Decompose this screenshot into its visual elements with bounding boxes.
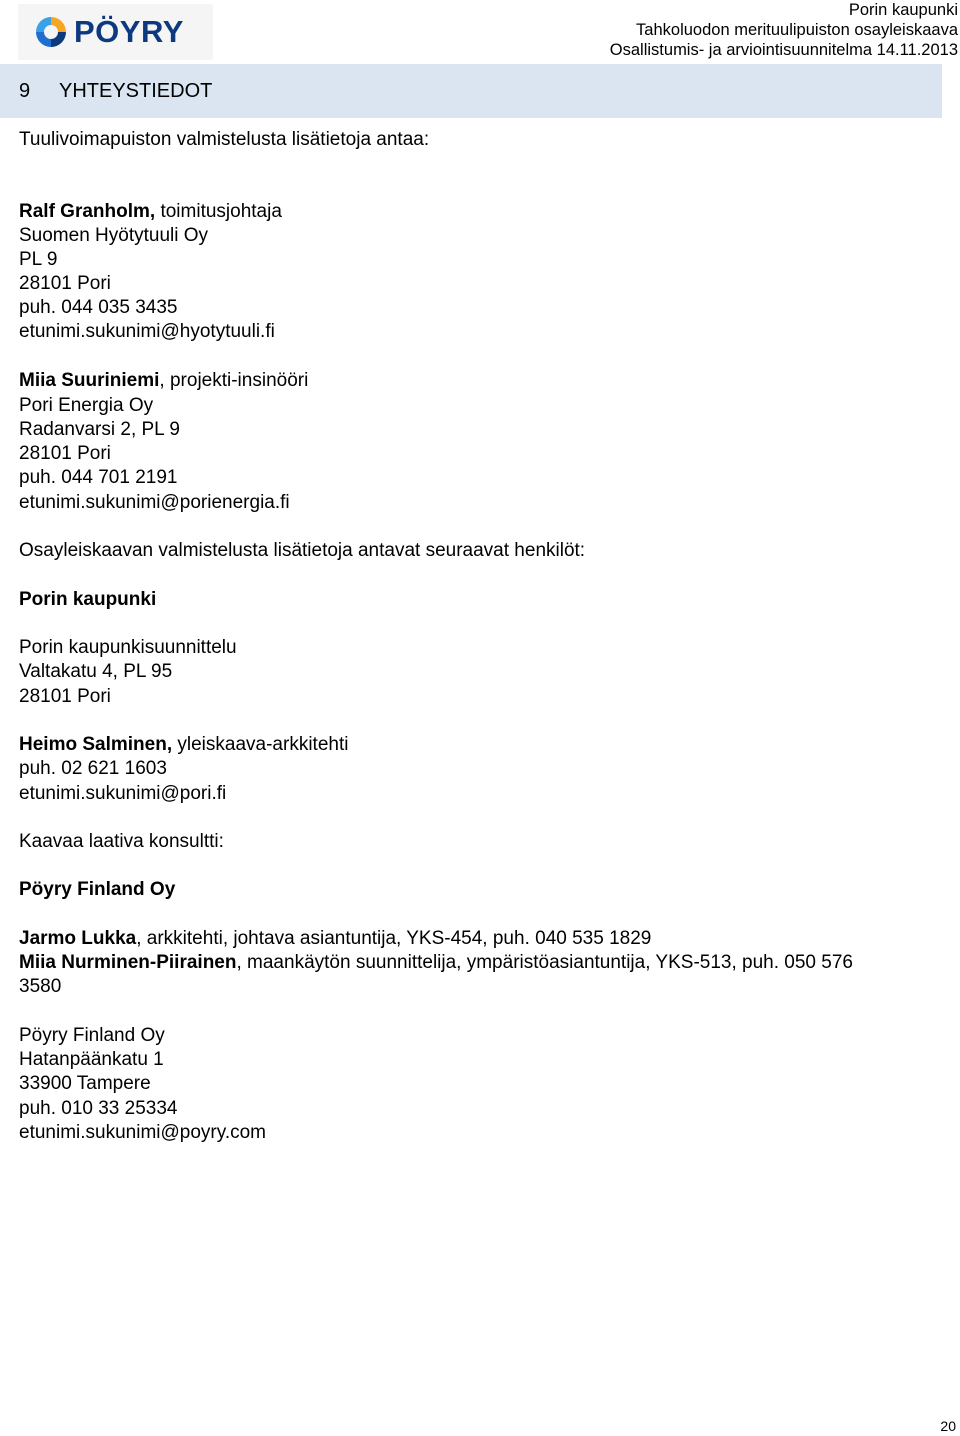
consultant-line: [19, 927, 651, 951]
contact-line: 28101 Pori: [19, 273, 111, 294]
org-line: 28101 Pori: [19, 686, 111, 707]
intro-text: Kaavaa laativa konsultti:: [19, 831, 224, 852]
consultant-details: , arkkitehti, johtava asiantuntija, YKS-454, puh. 040 535 1829: [136, 928, 652, 949]
contact-line: Pori Energia Oy: [19, 395, 154, 416]
contact-email: etunimi.sukunimi@hyotytuuli.fi: [19, 321, 275, 342]
contact-role: yleiskaava-arkkitehti: [172, 734, 349, 755]
consultant-name: Miia Nurminen-Piirainen: [19, 952, 237, 973]
consultant-line: [19, 951, 853, 975]
header-city: Porin kaupunki: [848, 1, 958, 19]
section-heading: [19, 80, 212, 103]
section-title: YHTEYSTIEDOT: [59, 80, 213, 102]
org-name: Pöyry Finland Oy: [19, 879, 176, 900]
contact-name-line: [19, 200, 282, 224]
consultant-name: Jarmo Lukka: [19, 928, 137, 949]
contact-phone: puh. 044 701 2191: [19, 467, 178, 488]
org-line: Hatanpäänkatu 1: [19, 1049, 164, 1070]
contact-role: , projekti-insinööri: [159, 370, 309, 391]
contact-email: etunimi.sukunimi@pori.fi: [19, 783, 227, 804]
contact-name-line: [19, 733, 348, 757]
contact-line: Radanvarsi 2, PL 9: [19, 419, 180, 440]
contact-name-line: [19, 369, 308, 393]
contact-name: Miia Suuriniemi: [19, 370, 160, 391]
poyry-logo-icon: [34, 15, 68, 49]
consultant-line-cont: 3580: [19, 976, 62, 997]
contact-email: etunimi.sukunimi@porienergia.fi: [19, 492, 290, 513]
contact-line: PL 9: [19, 249, 58, 270]
contact-name: Heimo Salminen,: [19, 734, 173, 755]
contact-line: 28101 Pori: [19, 443, 111, 464]
contact-name: Ralf Granholm,: [19, 201, 156, 222]
intro-text: Tuulivoimapuiston valmistelusta lisätietoja antaa:: [19, 129, 430, 150]
org-line: 33900 Tampere: [19, 1073, 151, 1094]
contact-line: Suomen Hyötytuuli Oy: [19, 225, 209, 246]
org-name: Porin kaupunki: [19, 589, 157, 610]
poyry-logo: [34, 14, 184, 50]
contact-phone: puh. 010 33 25334: [19, 1098, 178, 1119]
contact-email: etunimi.sukunimi@poyry.com: [19, 1122, 267, 1143]
logo-text: PÖYRY: [74, 14, 184, 49]
contact-phone: puh. 02 621 1603: [19, 758, 167, 779]
header-doc: Osallistumis- ja arviointisuunnitelma 14.11.2013: [609, 41, 958, 59]
consultant-details: , maankäytön suunnittelija, ympäristöasiantuntija, YKS-513, puh. 050 576: [236, 952, 853, 973]
page-number: 20: [940, 1418, 956, 1434]
org-line: Pöyry Finland Oy: [19, 1025, 165, 1046]
contact-phone: puh. 044 035 3435: [19, 297, 178, 318]
org-line: Porin kaupunkisuunnittelu: [19, 637, 237, 658]
header-plan: Tahkoluodon merituulipuiston osayleiskaava: [636, 21, 958, 39]
intro-text: Osayleiskaavan valmistelusta lisätietoja antavat seuraavat henkilöt:: [19, 540, 586, 561]
contact-role: toimitusjohtaja: [155, 201, 282, 222]
org-line: Valtakatu 4, PL 95: [19, 661, 173, 682]
section-number: 9: [19, 80, 31, 102]
document-header: [610, 0, 958, 60]
